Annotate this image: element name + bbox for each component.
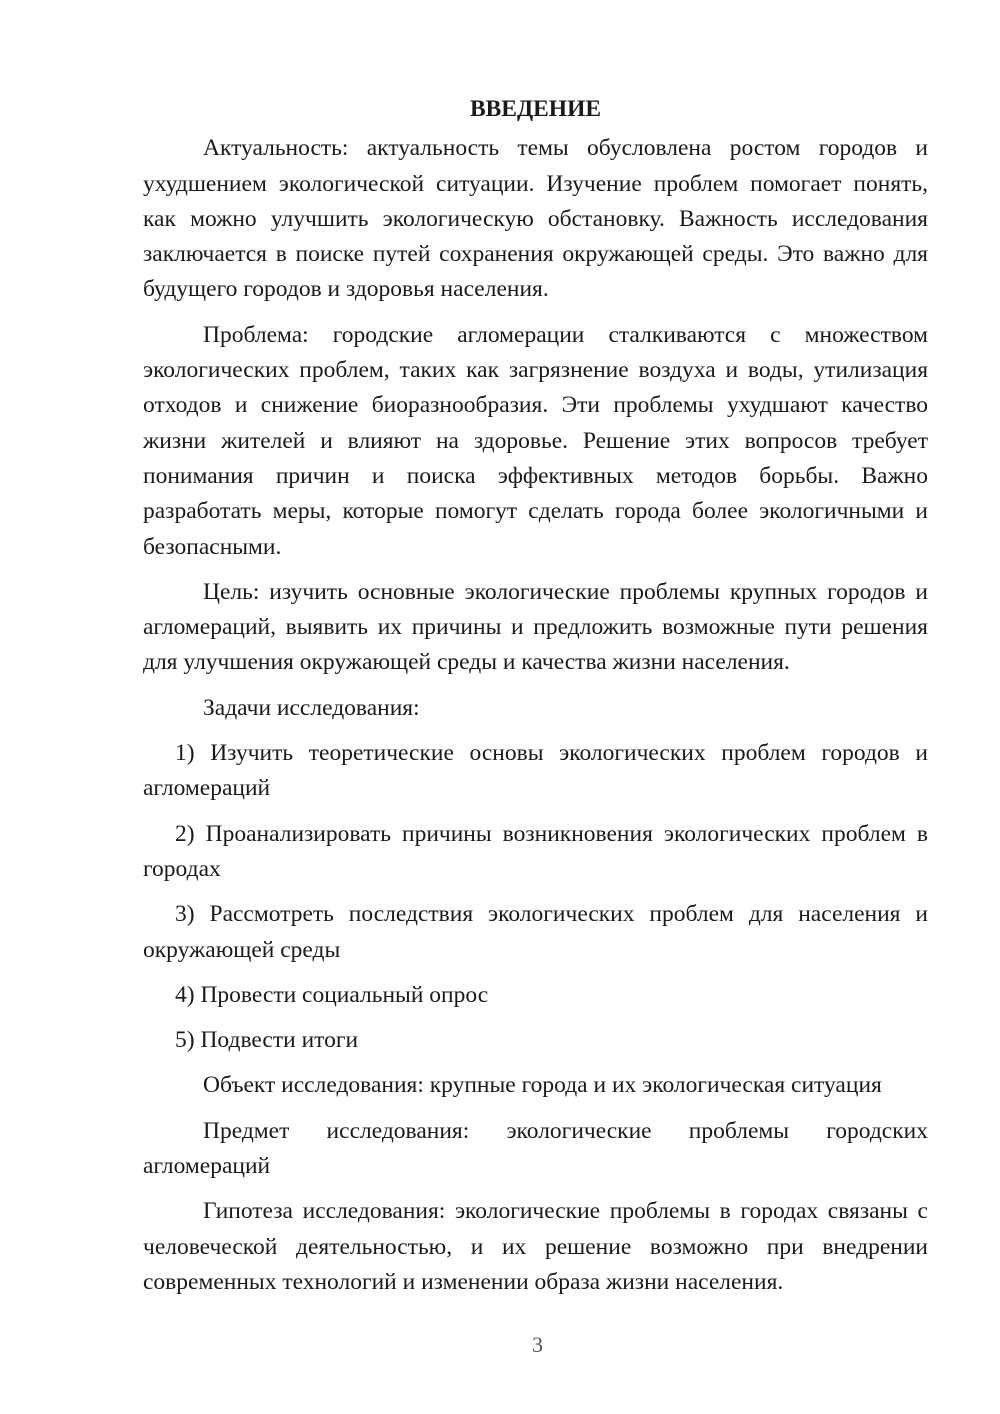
page-content [143, 92, 928, 1310]
page-number: 3 [532, 1332, 543, 1357]
problem-paragraph: Проблема: городские агломерации сталкиваются с множеством экологических проблем, таких как загрязнение воздуха и воды, утилизация отходов и снижение биоразнообразия. Эти проблемы ухудшают качество жизни жителей и влияют на здоровье. Решение этих вопросов требует понимания причин и поиска эффективных методов борьбы. Важно разработать меры, которые помогут сделать города более экологичными и безопасными. [143, 321, 928, 560]
subject-paragraph: Предмет исследования: экологические проблемы городских агломераций [143, 1117, 928, 1180]
goal-paragraph: Цель: изучить основные экологические проблемы крупных городов и агломераций, выявить их причины и предложить возможные пути решения для улучшения окружающей среды и качества жизни населения. [143, 578, 928, 676]
task-item-2: 2) Проанализировать причины возникновения экологических проблем в городах [143, 820, 928, 882]
task-item-4: 4) Провести социальный опрос [175, 981, 489, 1008]
task-item-3: 3) Рассмотреть последствия экологических проблем для населения и окружающей среды [143, 901, 928, 963]
section-heading: ВВЕДЕНИЕ [469, 96, 602, 122]
hypothesis-paragraph: Гипотеза исследования: экологические проблемы в городах связаны с человеческой деятельностью, и их решение возможно при внедрении современных технологий и изменении образа жизни населения. [143, 1198, 928, 1295]
task-item-1: 1) Изучить теоретические основы экологических проблем городов и агломераций [143, 740, 928, 802]
tasks-title: Задачи исследования: [203, 694, 420, 721]
object-paragraph: Объект исследования: крупные города и их экологическая ситуация [203, 1072, 882, 1099]
task-item-5: 5) Подвести итоги [175, 1027, 359, 1054]
relevance-paragraph: Актуальность: актуальность темы обусловлена ростом городов и ухудшением экологической ситуации. Изучение проблем помогает понять, как можно улучшить экологическую обстановку. Важность исследования заключается в поиске путей сохранения окружающей среды. Это важно для будущего городов и здоровья населения. [143, 135, 928, 303]
